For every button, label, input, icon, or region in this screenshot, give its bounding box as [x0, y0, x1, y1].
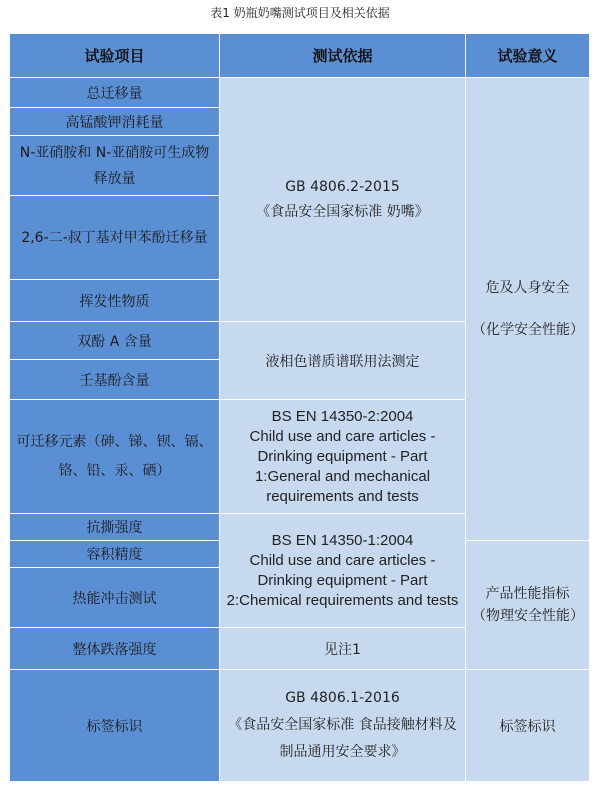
significance-performance: 产品性能指标（物理安全性能）: [466, 541, 590, 670]
basis-gb4806-2-code: GB 4806.2-2015: [285, 178, 400, 195]
item-nonylphenol: 壬基酚含量: [10, 360, 220, 400]
significance-label: 标签标识: [466, 670, 590, 782]
item-volume-accuracy: 容积精度: [10, 541, 220, 568]
table-caption: 表1 奶瓶奶嘴测试项目及相关依据: [210, 6, 390, 20]
item-n-nitrosamine: N-亚硝胺和 N-亚硝胺可生成物释放量: [10, 136, 220, 196]
item-volatile-matter: 挥发性物质: [10, 280, 220, 322]
significance-safety: [466, 78, 590, 541]
basis-gb4806-2: [220, 78, 466, 322]
basis-en14350-1: [220, 514, 466, 628]
item-migratable-elements: 可迁移元素（砷、锑、钡、镉、铬、铅、汞、硒）: [10, 400, 220, 514]
item-bht-migration: 2,6-二-叔丁基对甲苯酚迁移量: [10, 196, 220, 280]
item-total-migration: 总迁移量: [10, 78, 220, 108]
basis-en14350-2: [220, 400, 466, 514]
basis-gb4806-1-code: GB 4806.1-2016: [285, 690, 400, 706]
item-thermal-shock: 热能冲击测试: [10, 568, 220, 628]
item-tear-strength: 抗撕强度: [10, 514, 220, 541]
basis-gb4806-1: [220, 670, 466, 782]
item-kmno4-consumption: 高锰酸钾消耗量: [10, 108, 220, 136]
significance-safety-sub: （化学安全性能）: [472, 322, 584, 338]
significance-safety-main: 危及人身安全: [485, 280, 570, 296]
basis-gb4806-2-name: 《食品安全国家标准 奶嘴》: [256, 203, 429, 220]
basis-en14350-1-code: BS EN 14350-1:2004: [271, 531, 414, 549]
basis-gb4806-1-name: 《食品安全国家标准 食品接触材料及制品通用安全要求》: [228, 717, 457, 760]
basis-en14350-1-text: Child use and care articles - Drinking equipment - Part 2:Chemical requirements and tests: [226, 551, 459, 609]
basis-en14350-2-text: Child use and care articles - Drinking equipment - Part 1:General and mechanical requirements and tests: [249, 427, 436, 505]
header-significance: 试验意义: [466, 34, 590, 78]
item-bisphenol-a: 双酚 A 含量: [10, 322, 220, 360]
basis-en14350-2-code: BS EN 14350-2:2004: [271, 407, 414, 425]
item-drop-strength: 整体跌落强度: [10, 628, 220, 670]
item-label: 标签标识: [10, 670, 220, 782]
header-test-item: 试验项目: [10, 34, 220, 78]
basis-note: 见注1: [220, 628, 466, 670]
header-test-basis: 测试依据: [220, 34, 466, 78]
test-items-table: [9, 33, 590, 782]
basis-lcms: 液相色谱质谱联用法测定: [220, 322, 466, 400]
